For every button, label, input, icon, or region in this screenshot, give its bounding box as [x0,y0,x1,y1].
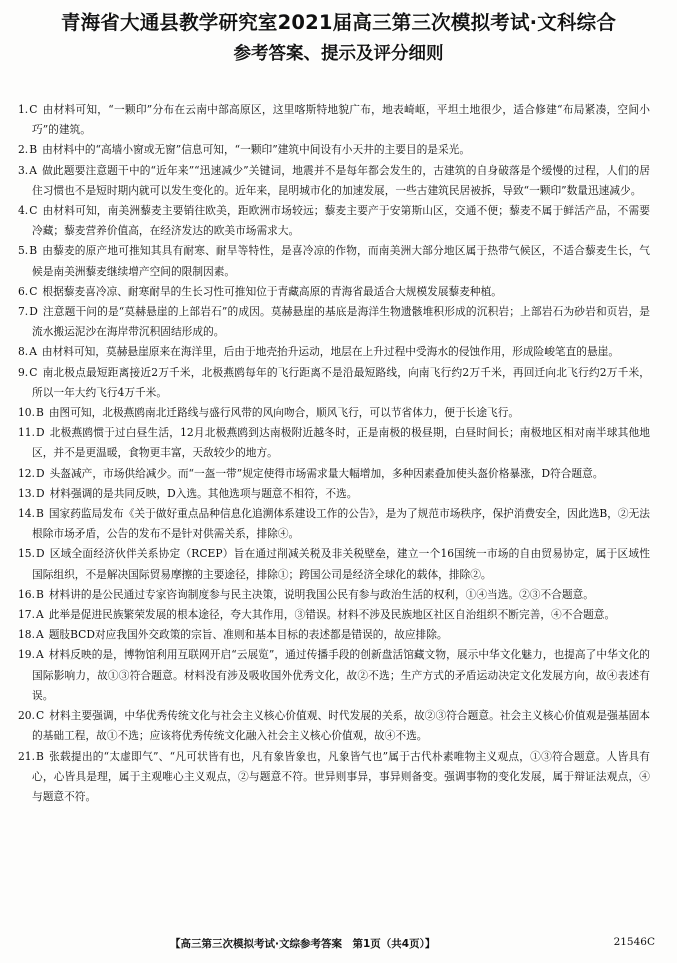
answer-key: D [36,547,45,561]
answer-explanation: 做此题要注意题干中的“近年来”“迅速减少”关键词，地震并不是每年都会发生的，古建筑的自身破落是个缓慢的过程，人们的居住习惯也不是短时期内就可以发生变化的。近年来，昆明城市化的加速发展，一些古建筑民居被拆，导致“一颗印”数量迅速减少。 [32,163,650,197]
answer-number: 1. [18,103,29,116]
answer-explanation: 由图可知，北极燕鸥南北迁路线与盛行风带的风向吻合，顺风飞行，可以节省体力，便于长途飞行。 [48,406,520,420]
answer-item [18,403,650,423]
answer-key: D [36,466,45,480]
answer-explanation: 张载提出的“太虚即气”、“凡可状皆有也，凡有象皆象也，凡象皆气也”属于古代朴素唯物主义观点，①③符合题意。人皆具有心，心皆具是理，属于主观唯心主义观点，②与题意不符。世异则事异，事异则备变。强调事物的变化发展，属于辩证法观点，④与题意不符。 [32,749,650,803]
answer-item [18,282,650,302]
answer-item [18,747,650,808]
answer-explanation: 国家药监局发布《关于做好重点品种信息化追溯体系建设工作的公告》，是为了规范市场秩序，保护消费安全，因此选B，②无法根除市场矛盾，公告的发布不是针对供需关系，排除④。 [32,507,650,541]
answer-number: 11. [18,426,35,440]
answer-key: A [36,628,44,642]
answer-key: D [36,426,45,440]
answer-number: 7. [18,305,29,319]
answer-explanation: 南北极点最短距离接近2万千米，北极燕鸥每年的飞行距离不是沿最短路线，向南飞行约2万千米，再回迁向北飞行约2万千米，所以一年大约飞行4万千米。 [32,365,650,399]
answer-number: 2. [18,143,29,157]
answer-number: 16. [18,587,35,601]
answer-item [18,140,650,160]
answer-explanation: 头盔减产，市场供给减少。而“一盔一带”规定使得市场需求量大幅增加，多种因素叠加使头盔价格暴涨，D符合题意。 [49,466,604,480]
answer-list [18,100,650,807]
answer-explanation: 注意题干问的是“莫赫悬崖的上部岩石”的成因。莫赫悬崖的基底是海洋生物遗骸堆积形成的沉积岩；上部岩石为砂岩和页岩，是流水搬运泥沙在海岸带沉积固结形成的。 [32,305,650,339]
answer-explanation: 由材料可知，莫赫悬崖原来在海洋里，后由于地壳抬升运动，地层在上升过程中受海水的侵蚀作用，形成险峻笔直的悬崖。 [41,345,620,359]
answer-explanation: 由材料可知，“一颗印”分布在云南中部高原区，这里喀斯特地貌广布，地表崎岖，平坦土地很少，适合修建“布局紧凑，空间小巧”的建筑。 [32,103,650,137]
answer-number: 18. [18,628,35,642]
answer-number: 19. [18,648,35,662]
answer-item [18,201,650,241]
answer-key: C [29,204,38,218]
answer-explanation: 北极燕鸥惯于过白昼生活，12月北极燕鸥到达南极附近越冬时，正是南极的极昼期，白昼时间长；南极地区相对南半球其他地区，并不是更温暖，食物更丰富，天敌较少的地方。 [32,426,650,460]
footer-code: 21546C [613,936,655,948]
answer-explanation: 由材料可知，南美洲藜麦主要销往欧美，距欧洲市场较远；藜麦主要产于安第斯山区，交通不便；藜麦不属于鲜活产品，不需要冷藏；藜麦营养价值高，在经济发达的欧美市场需求大。 [32,204,650,238]
answer-key: A [36,648,44,662]
answer-key: B [36,749,44,763]
answer-number: 17. [18,608,35,622]
answer-number: 3. [18,163,29,177]
answer-key: D [29,305,38,319]
answer-number: 4. [18,204,29,218]
answer-item [18,241,650,281]
answer-explanation: 材料主要强调，中华优秀传统文化与社会主义核心价值观、时代发展的关系，故②③符合题意。社会主义核心价值观是强基固本的基础工程，故①不选；应该将优秀传统文化融入社会主义核心价值观，故④不选。 [32,709,650,743]
answer-item [18,504,650,544]
answer-number: 20. [18,709,35,723]
answer-number: 9. [18,365,29,379]
answer-number: 10. [18,406,35,420]
answer-key: C [29,103,38,116]
answer-key: C [36,709,45,723]
page-subtitle: 参考答案、提示及评分细则 [233,44,444,64]
answer-key: B [36,406,44,420]
page-title: 青海省大通县教学研究室2021届高三第三次模拟考试·文科综合 [60,11,617,34]
answer-item [18,342,650,362]
answer-item [18,585,650,605]
answer-explanation: 根据藜麦喜冷凉、耐寒耐旱的生长习性可推知位于青藏高原的青海省最适合大规模发展藜麦种植。 [42,284,502,298]
answer-explanation: 材料讲的是公民通过专家咨询制度参与民主决策，说明我国公民有参与政治生活的权利，①④当选。②③不合题意。 [48,587,594,601]
answer-explanation: 由材料中的“高墙小窗或无窗”信息可知，“一颗印”建筑中间设有小天井的主要目的是采光。 [42,143,471,157]
answer-explanation: 区域全面经济伙伴关系协定（RCEP）旨在通过削减关税及非关税壁垒，建立一个16国统一市场的自由贸易协定，属于区域性国际组织，不是解决国际贸易摩擦的主要途径，排除①；跨国公司是经济全球化的载体，排除②。 [32,547,650,581]
answer-item [18,625,650,645]
answer-item [18,544,650,584]
answer-item [18,645,650,706]
answer-explanation: 由藜麦的原产地可推知其具有耐寒、耐旱等特性，是喜冷凉的作物，而南美洲大部分地区属于热带气候区，不适合藜麦生长，气候是南美洲藜麦继续增产空间的限制因素。 [32,244,650,278]
answer-number: 5. [18,244,29,258]
answer-number: 14. [18,507,35,521]
answer-number: 6. [18,284,29,298]
answer-explanation: 此举是促进民族繁荣发展的根本途径，夸大其作用，③错误。材料不涉及民族地区社区自治组织不断完善，④不合题意。 [48,608,616,622]
footer-page-info: 【高三第三次模拟考试·文综参考答案 第1页（共4页）】 [170,938,436,950]
answer-item [18,423,650,463]
answer-key: B [29,244,38,258]
answer-item [18,464,650,484]
answer-item [18,161,650,201]
answer-key: D [36,486,45,500]
answer-item [18,706,650,746]
answer-key: C [29,365,38,379]
answer-item [18,363,650,403]
answer-key: A [36,608,44,622]
answer-key: A [29,163,37,177]
answer-item [18,100,650,140]
answer-explanation: 题肢BCD对应我国外交政策的宗旨、准则和基本目标的表述都是错误的，故应排除。 [48,628,448,642]
answer-key: A [29,345,37,359]
answer-key: B [29,143,38,157]
answer-explanation: 材料反映的是，博物馆利用互联网开启“云展览”，通过传播手段的创新盘活馆藏文物，展示中华文化魅力，也提高了中华文化的国际影响力，故①③符合题意。材料没有涉及吸收国外优秀文化，故②不选；生产方式的矛盾运动决定文化发展方向，故④表述有误。 [32,648,650,702]
answer-number: 8. [18,345,29,359]
page-footer [0,934,677,954]
answer-key: C [29,284,38,298]
answer-key: B [36,507,44,521]
answer-number: 13. [18,486,35,500]
page-header [0,0,677,66]
answer-explanation: 材料强调的是共同反映，D入选。其他选项与题意不相符，不选。 [49,486,358,500]
answer-item [18,605,650,625]
answer-item [18,484,650,504]
answer-number: 12. [18,466,35,480]
answer-number: 21. [18,749,35,763]
answer-item [18,302,650,342]
answer-number: 15. [18,547,35,561]
answer-key: B [36,587,44,601]
